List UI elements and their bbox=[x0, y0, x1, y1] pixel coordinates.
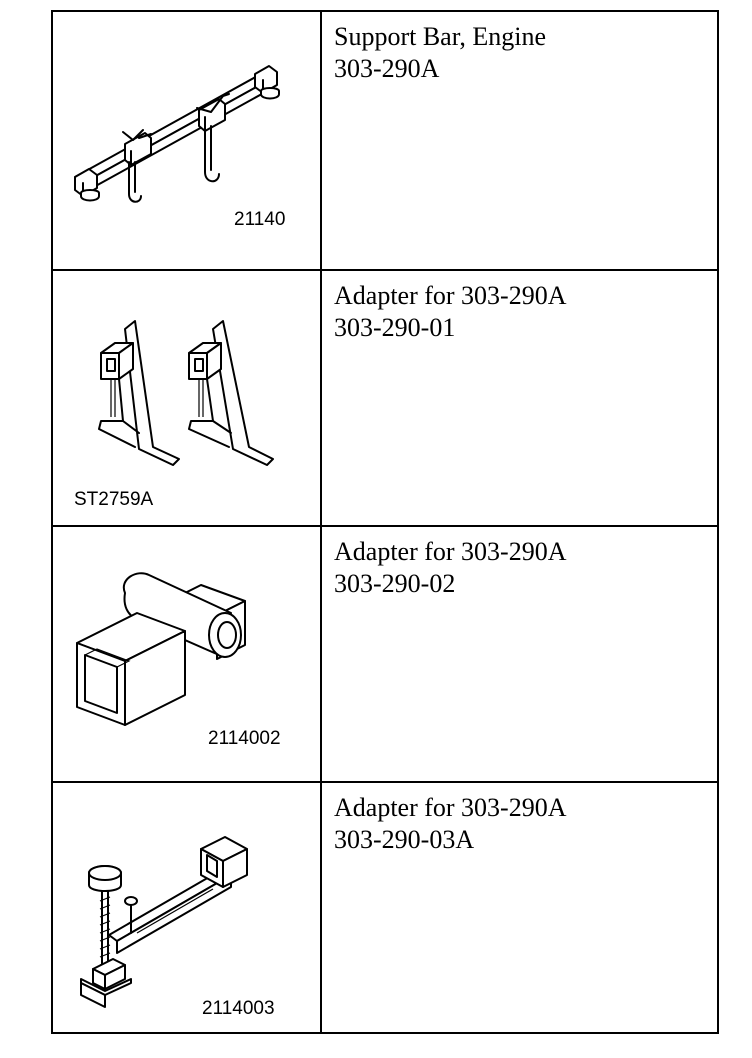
bracket-adapter-pair-icon bbox=[53, 271, 320, 525]
illustration-cell bbox=[53, 271, 322, 525]
tool-name: Support Bar, Engine bbox=[334, 22, 546, 51]
tool-number: 303-290-03A bbox=[334, 825, 475, 854]
illustration-cell bbox=[53, 527, 322, 781]
illustration-cell bbox=[53, 12, 322, 269]
description-cell bbox=[322, 12, 717, 269]
tool-row bbox=[53, 271, 717, 527]
description-cell bbox=[322, 527, 717, 781]
figure-id: 21140 bbox=[234, 209, 286, 230]
tool-name: Adapter for 303-290A bbox=[334, 537, 567, 566]
tool-number: 303-290-01 bbox=[334, 313, 456, 342]
tool-number: 303-290A bbox=[334, 54, 440, 83]
tool-row bbox=[53, 12, 717, 271]
screw-jack-adapter-icon bbox=[53, 783, 320, 1032]
special-tools-table bbox=[51, 10, 719, 1034]
tool-name: Adapter for 303-290A bbox=[334, 281, 567, 310]
tool-row bbox=[53, 527, 717, 783]
description-cell bbox=[322, 271, 717, 525]
figure-id: 2114002 bbox=[208, 728, 281, 749]
illustration-cell bbox=[53, 783, 322, 1032]
tool-number: 303-290-02 bbox=[334, 569, 456, 598]
figure-id: 2114003 bbox=[202, 998, 275, 1019]
figure-id: ST2759A bbox=[74, 489, 154, 510]
description-cell bbox=[322, 783, 717, 1032]
tool-name: Adapter for 303-290A bbox=[334, 793, 567, 822]
tool-row bbox=[53, 783, 717, 1032]
